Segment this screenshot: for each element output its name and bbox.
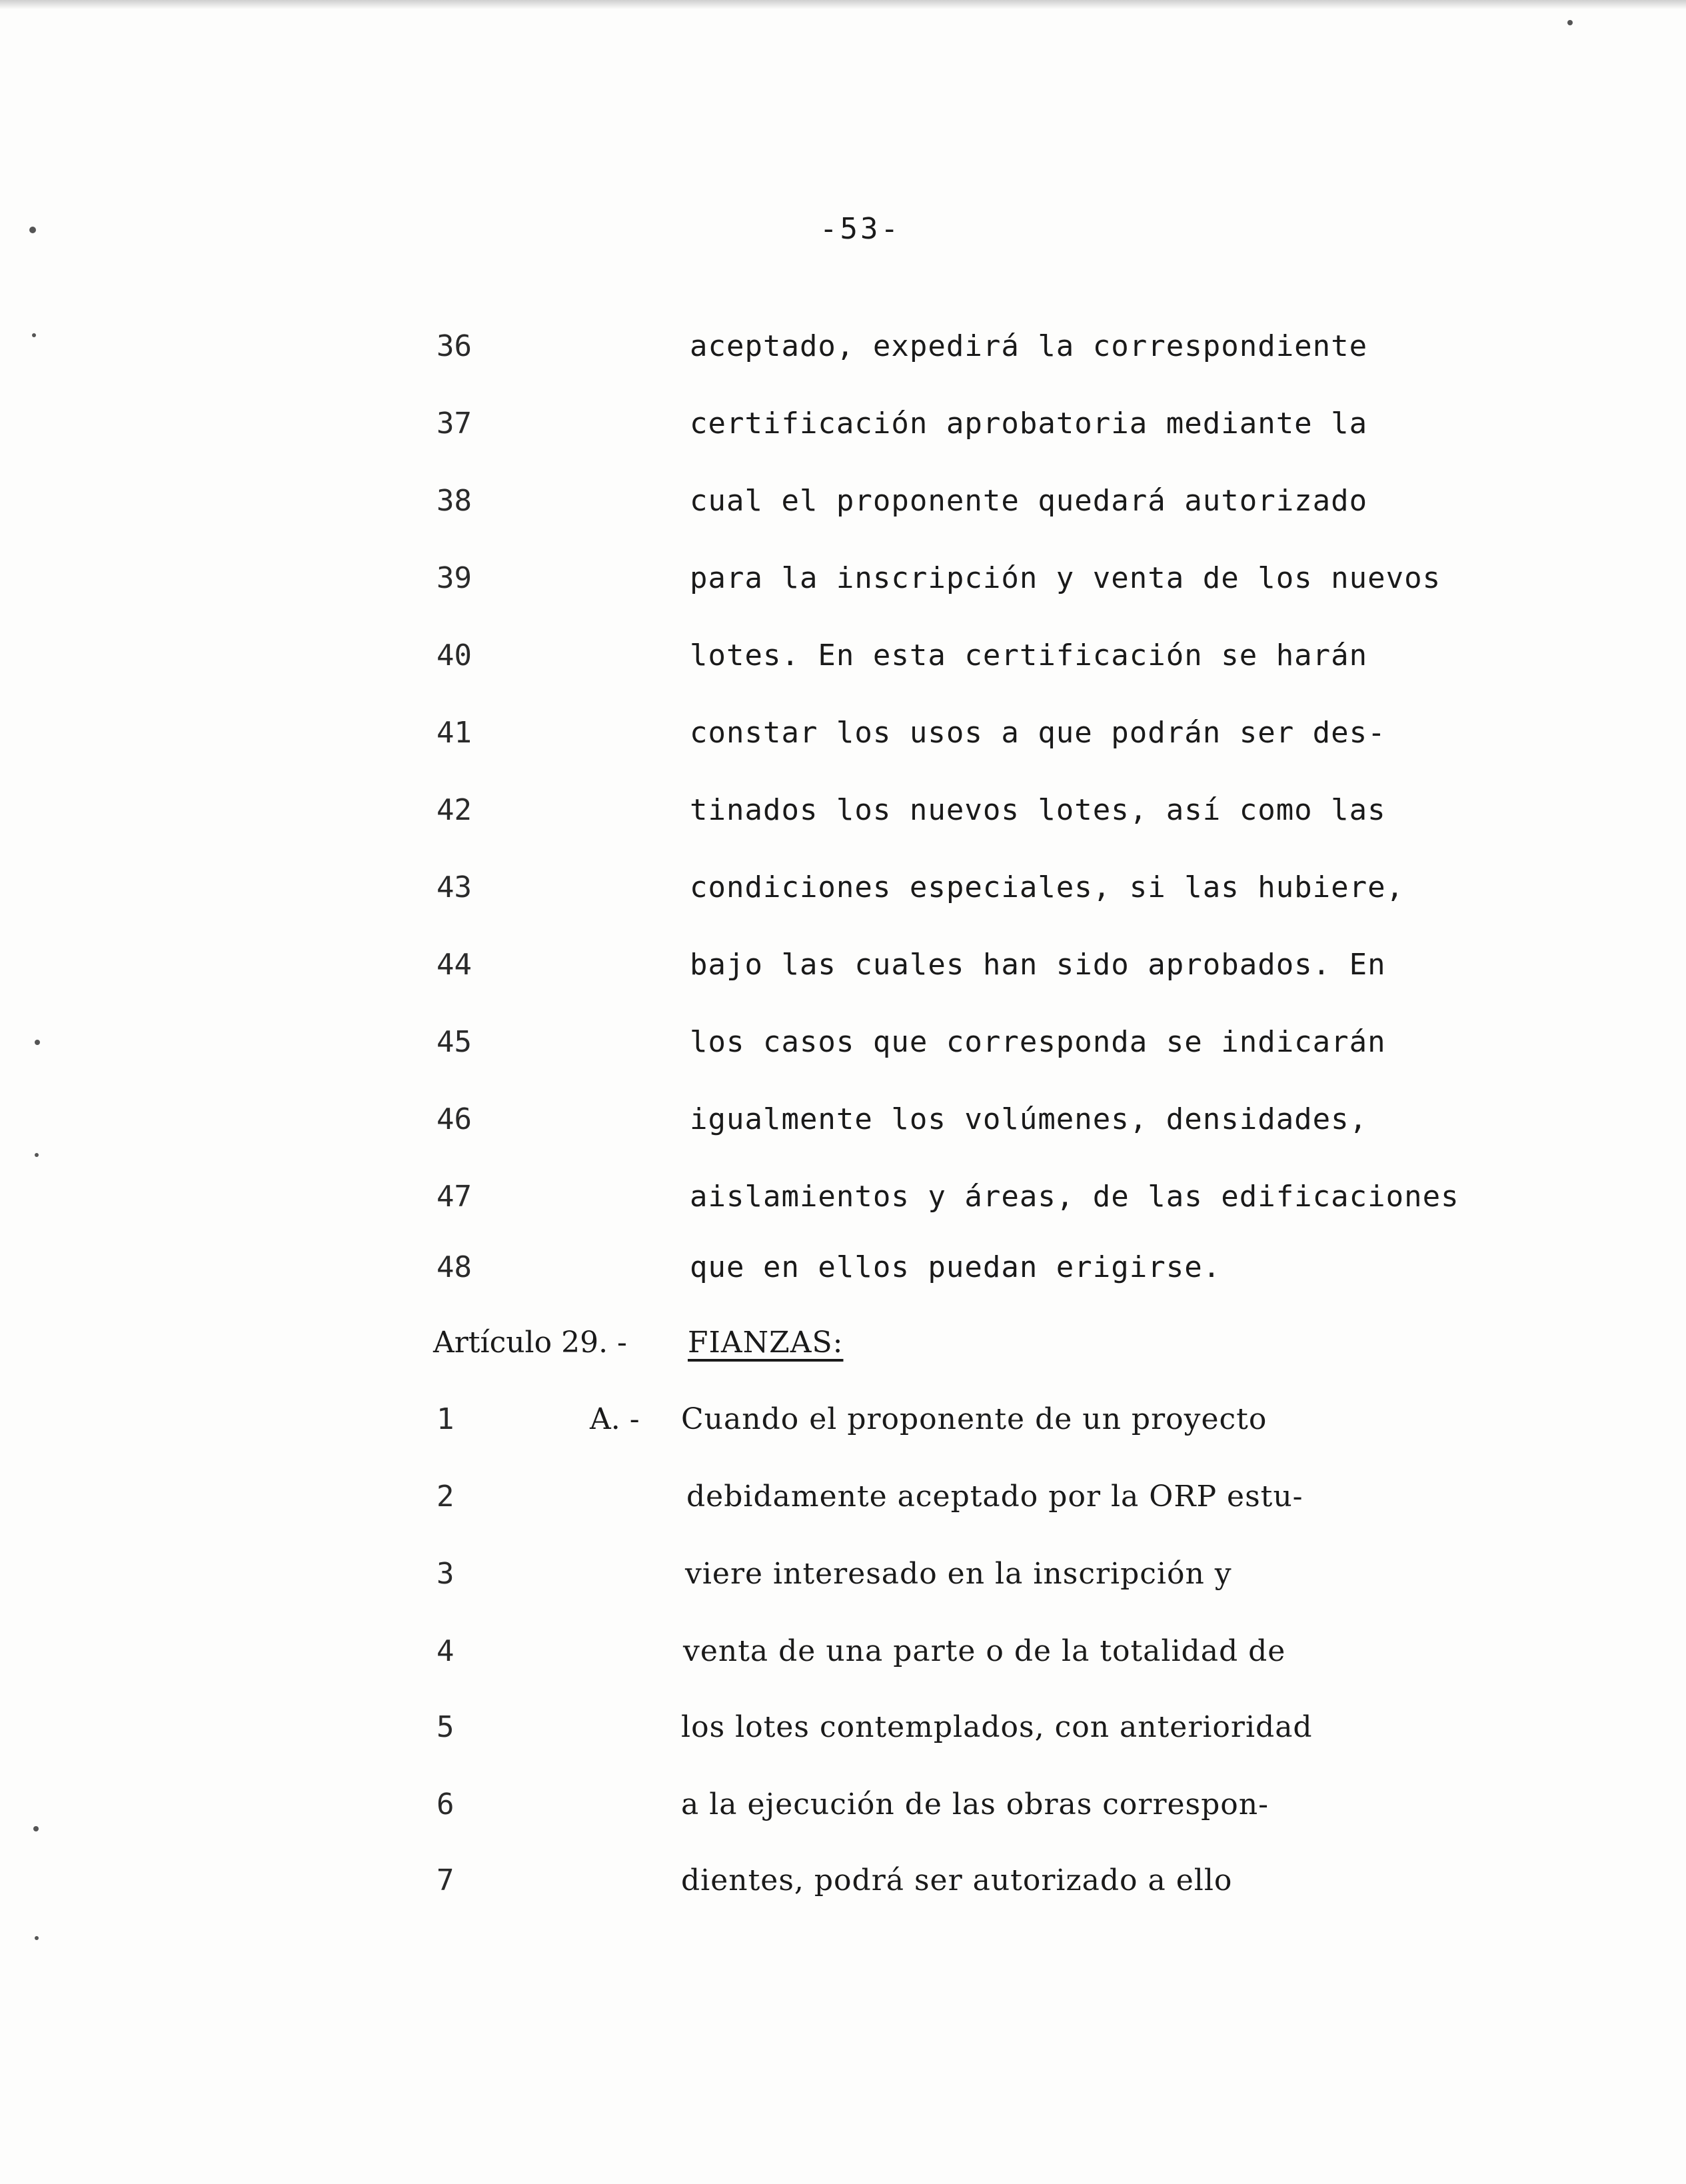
text-line — [0, 706, 1686, 760]
line-number: 47 — [436, 1180, 472, 1214]
line-text: dientes, podrá ser autorizado a ello — [681, 1863, 1233, 1897]
line-text: aceptado, expedirá la correspondiente — [690, 329, 1368, 363]
line-text: bajo las cuales han sido aprobados. En — [690, 948, 1386, 982]
hole-punch-mark — [35, 1936, 39, 1940]
text-line — [0, 1701, 1686, 1754]
line-number: 44 — [436, 948, 472, 982]
text-line — [0, 1854, 1686, 1907]
line-number: 36 — [436, 329, 472, 363]
line-text: que en ellos puedan erigirse. — [690, 1250, 1222, 1284]
text-line — [0, 320, 1686, 373]
text-line — [0, 1625, 1686, 1678]
text-line — [0, 784, 1686, 837]
text-line — [0, 1016, 1686, 1069]
text-line — [0, 861, 1686, 914]
line-text: aislamientos y áreas, de las edificaciones — [690, 1180, 1459, 1214]
page-number: -53- — [820, 212, 901, 246]
article-title: FIANZAS: — [688, 1326, 844, 1360]
line-number: 48 — [436, 1250, 472, 1284]
text-line — [0, 938, 1686, 992]
line-text: los casos que corresponda se indicarán — [690, 1025, 1386, 1059]
line-text: condiciones especiales, si las hubiere, — [690, 870, 1405, 904]
text-line — [0, 1170, 1686, 1224]
hole-punch-mark — [35, 1153, 39, 1157]
article-heading — [0, 1316, 1686, 1370]
line-number: 3 — [436, 1557, 454, 1591]
text-line — [0, 1393, 1686, 1446]
line-number: 38 — [436, 484, 472, 518]
line-number: 46 — [436, 1102, 472, 1136]
line-text: a la ejecución de las obras correspon- — [681, 1787, 1269, 1821]
line-text: viere interesado en la inscripción y — [685, 1557, 1232, 1591]
text-line — [0, 1093, 1686, 1146]
line-number: 37 — [436, 407, 472, 441]
line-text: igualmente los volúmenes, densidades, — [690, 1102, 1368, 1136]
line-text: los lotes contemplados, con anterioridad — [681, 1710, 1313, 1744]
line-text: constar los usos a que podrán ser des- — [690, 716, 1386, 750]
line-number: 45 — [436, 1025, 472, 1059]
line-text: lotes. En esta certificación se harán — [690, 638, 1368, 672]
text-line — [0, 552, 1686, 605]
line-text: venta de una parte o de la totalidad de — [683, 1634, 1286, 1668]
line-number: 7 — [436, 1863, 454, 1897]
line-text: certificación aprobatoria mediante la — [690, 407, 1368, 441]
line-number: 4 — [436, 1634, 454, 1668]
text-line — [0, 475, 1686, 528]
text-line — [0, 1548, 1686, 1601]
scan-top-edge — [0, 0, 1686, 9]
line-number: 42 — [436, 793, 472, 827]
line-text: tinados los nuevos lotes, así como las — [690, 793, 1386, 827]
text-line — [0, 1470, 1686, 1524]
article-label: Artículo 29. - — [433, 1326, 627, 1360]
text-line — [0, 397, 1686, 451]
text-line — [0, 1241, 1686, 1294]
line-number: 43 — [436, 870, 472, 904]
line-number: 41 — [436, 716, 472, 750]
line-text: cual el proponente quedará autorizado — [690, 484, 1368, 518]
text-line — [0, 1778, 1686, 1831]
line-number: 1 — [436, 1402, 454, 1436]
hole-punch-mark — [1567, 20, 1573, 25]
hole-punch-mark — [29, 227, 36, 233]
line-text: Cuando el proponente de un proyecto — [681, 1402, 1267, 1436]
line-number: 6 — [436, 1787, 454, 1821]
line-number: 5 — [436, 1710, 454, 1744]
line-text: para la inscripción y venta de los nuevos — [690, 561, 1441, 595]
line-number: 39 — [436, 561, 472, 595]
clause-marker: A. - — [590, 1402, 640, 1436]
line-number: 40 — [436, 638, 472, 672]
text-line — [0, 629, 1686, 682]
line-text: debidamente aceptado por la ORP estu- — [686, 1480, 1303, 1514]
line-number: 2 — [436, 1480, 454, 1514]
